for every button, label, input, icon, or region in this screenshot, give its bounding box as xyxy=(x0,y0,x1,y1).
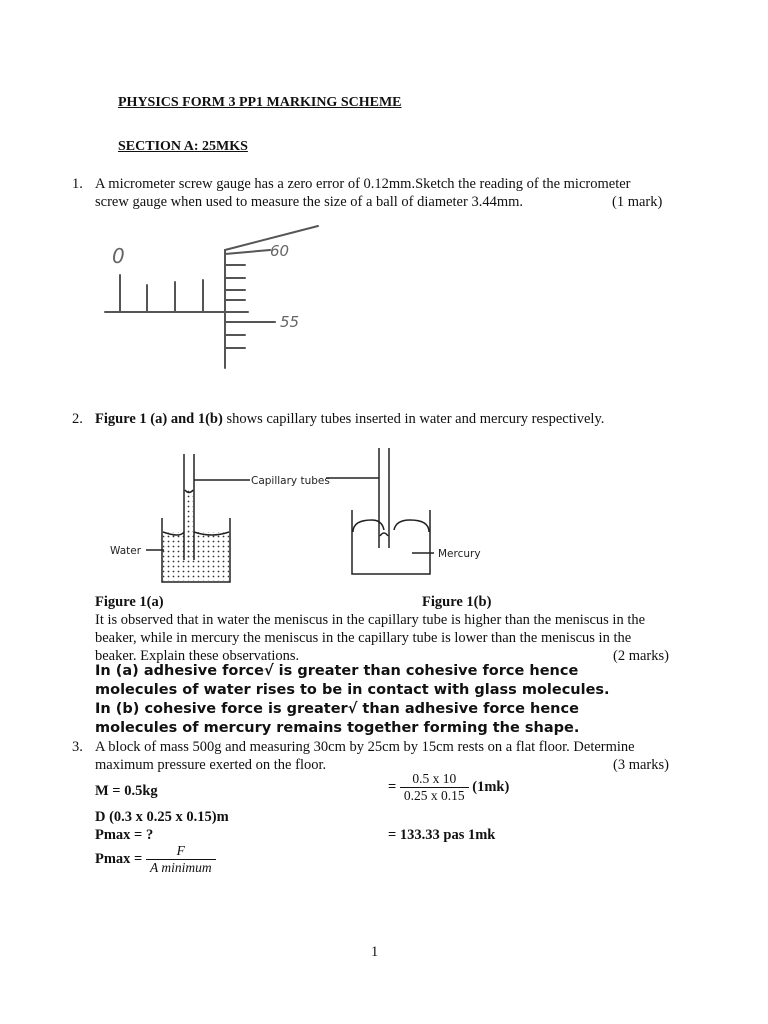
q3-line1: A block of mass 500g and measuring 30cm by 25cm by 15cm rests on a flat floor. Determine xyxy=(95,739,635,755)
equals-sign: = xyxy=(388,778,397,795)
pmax-label: Pmax = xyxy=(95,850,143,867)
capillary-figure xyxy=(72,440,502,592)
answer-line: In (a) adhesive force√ is greater than cohesive force hence xyxy=(95,663,579,679)
dimensions-given: D (0.3 x 0.25 x 0.15)m xyxy=(95,809,229,825)
capillary-tubes-label: Capillary tubes xyxy=(251,475,330,487)
q3-line2: maximum pressure exerted on the floor. xyxy=(95,757,327,773)
q2-intro-rest: shows capillary tubes inserted in water and mercury respectively. xyxy=(222,411,605,427)
mass-given: M = 0.5kg xyxy=(95,783,158,799)
pmax-formula xyxy=(95,843,216,876)
thimble-tick xyxy=(225,250,270,254)
fraction-numerator: 0.5 x 10 xyxy=(412,771,457,786)
water-label: Water xyxy=(110,545,142,557)
capillary-a-water xyxy=(185,490,193,560)
q2-intro-bold: Figure 1 (a) and 1(b) xyxy=(95,411,223,427)
q2-marks: (2 marks) xyxy=(613,648,669,664)
answer-line: molecules of water rises to be in contact with glass molecules. xyxy=(95,682,610,698)
section-heading: SECTION A: 25MKS xyxy=(118,139,248,154)
capillary-b-meniscus xyxy=(380,533,388,536)
micrometer-sketch xyxy=(100,220,340,370)
pmax-unknown: Pmax = ? xyxy=(95,827,154,843)
q2-line2: beaker, while in mercury the meniscus in the capillary tube is lower than the meniscus in the xyxy=(95,630,632,646)
q3-text xyxy=(95,738,695,774)
thimble-label-top: 60 xyxy=(270,242,290,260)
water-fill xyxy=(163,532,229,581)
fraction-mark: (1mk) xyxy=(472,778,510,795)
answer-line: In (b) cohesive force is greater√ than adhesive force hence xyxy=(95,701,579,717)
pressure-fraction xyxy=(400,771,469,804)
q2-line3: beaker. Explain these observations. xyxy=(95,648,300,664)
q1-line1: A micrometer screw gauge has a zero error of 0.12mm.Sketch the reading of the micrometer xyxy=(95,176,631,192)
caption-figure-1a: Figure 1(a) xyxy=(95,594,164,610)
q2-intro xyxy=(95,410,604,428)
fraction-denominator: 0.25 x 0.15 xyxy=(400,787,469,804)
answer-line: molecules of mercury remains together forming the shape. xyxy=(95,720,580,736)
mercury-label: Mercury xyxy=(438,548,481,560)
page-number: 1 xyxy=(371,944,379,960)
q1-line2: screw gauge when used to measure the size of a ball of diameter 3.44mm. xyxy=(95,194,524,210)
q3-number: 3. xyxy=(72,739,83,755)
pmax-numerator: F xyxy=(176,843,185,858)
caption-figure-1b: Figure 1(b) xyxy=(422,594,492,610)
q2-number: 2. xyxy=(72,411,83,427)
q1-number: 1. xyxy=(72,176,83,192)
pmax-denominator: A minimum xyxy=(146,859,216,876)
q1-text xyxy=(95,175,695,211)
q2-line1: It is observed that in water the meniscus in the capillary tube is higher than the meniscus in the xyxy=(95,612,646,628)
q2-text xyxy=(95,611,695,665)
beaker-b xyxy=(352,510,430,574)
pressure-result: = 133.33 pas 1mk xyxy=(388,827,496,843)
q3-marks: (3 marks) xyxy=(613,757,669,773)
mercury-surface xyxy=(353,520,429,532)
page-title: PHYSICS FORM 3 PP1 MARKING SCHEME xyxy=(118,95,402,110)
sleeve-zero-label: 0 xyxy=(112,244,125,268)
q1-marks: (1 mark) xyxy=(612,194,663,210)
thimble-label-bottom: 55 xyxy=(280,313,300,331)
pmax-fraction xyxy=(146,843,216,876)
pressure-calculation xyxy=(388,771,509,804)
q2-answer xyxy=(95,662,715,738)
